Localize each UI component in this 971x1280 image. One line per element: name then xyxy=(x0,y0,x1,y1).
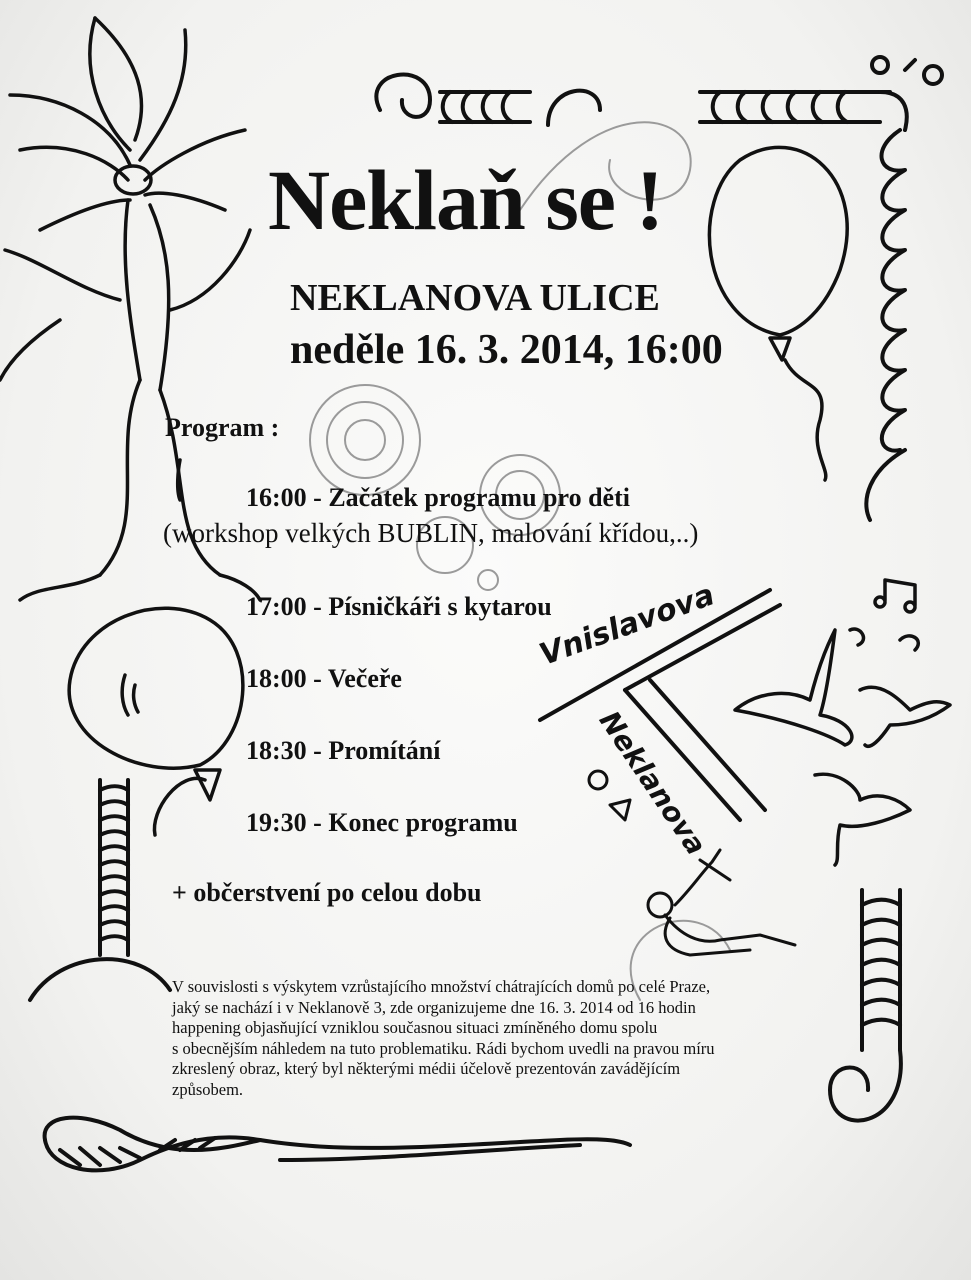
balloon-left xyxy=(69,608,243,835)
program-item: 18:00 - Večeře xyxy=(246,664,402,693)
program-item-refreshments: + občerstvení po celou dobu xyxy=(172,878,482,907)
program-item: 16:00 - Začátek programu pro děti xyxy=(246,483,630,512)
left-coil-column xyxy=(30,780,170,1000)
person-sketch xyxy=(589,771,795,955)
program-item: 18:30 - Promítání xyxy=(246,736,441,765)
info-line: způsobem. xyxy=(172,1079,244,1099)
program-item: 17:00 - Písničkáři s kytarou xyxy=(246,592,552,621)
info-paragraph xyxy=(172,977,832,1100)
bottom-ribbon xyxy=(45,1118,630,1171)
info-line: V souvislosti s výskytem vzrůstajícího množství chátrajících domů po celé Praze, xyxy=(172,977,711,996)
info-line: s obecnějším náhledem na tuto problematiku. Rádi bychom uvedli na pravou míru xyxy=(172,1038,715,1058)
info-line: jaký se nachází i v Neklanově 3, zde organizujeme dne 16. 3. 2014 od 16 hodin xyxy=(172,997,696,1017)
info-line: happening objasňující vzniklou současnou situaci zmíněného domu spolu xyxy=(172,1018,658,1037)
street-name: NEKLANOVA ULICE xyxy=(290,277,660,319)
street-sign-vnislavova: Vnislavova xyxy=(535,577,720,673)
info-line: zkreslený obraz, který byl některými médii účelově prezentován zavádějícím xyxy=(172,1059,681,1078)
balloon-top-right xyxy=(709,147,847,480)
program-label: Program : xyxy=(165,413,280,442)
top-scroll-border xyxy=(376,57,942,130)
right-coil-border xyxy=(866,130,905,520)
street-sign-neklanova: Neklanova xyxy=(592,705,713,861)
event-date-time: neděle 16. 3. 2014, 16:00 xyxy=(290,327,723,373)
birds-and-notes xyxy=(735,580,950,865)
program-item: 19:30 - Konec programu xyxy=(246,808,518,837)
right-lower-coil xyxy=(830,890,901,1121)
pencil-swirls xyxy=(310,122,730,1000)
flower-tree-drawing xyxy=(0,18,260,600)
program-item-subtitle: (workshop velkých BUBLIN, malování křídou,..) xyxy=(163,518,699,548)
page-title: Neklaň se ! xyxy=(268,152,664,248)
